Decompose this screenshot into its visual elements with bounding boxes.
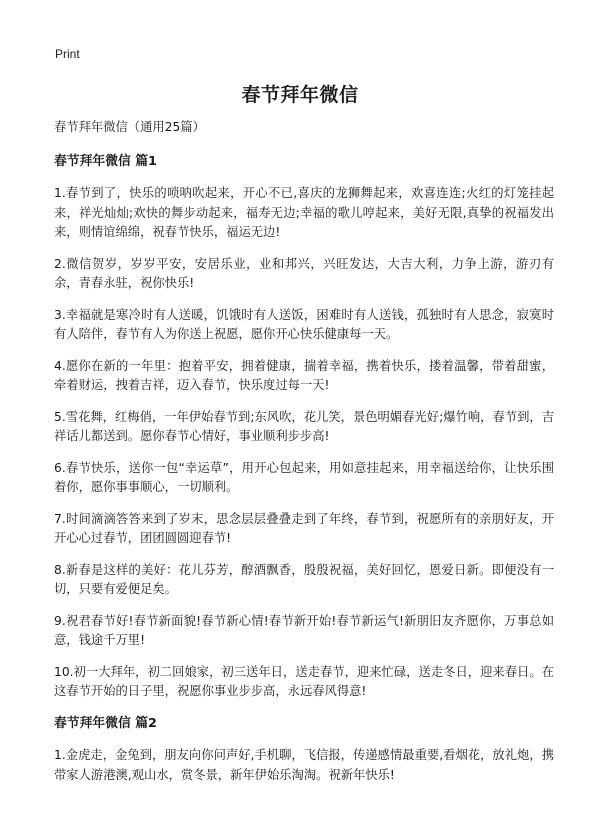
greeting-paragraph: 4.愿你在新的一年里：抱着平安，拥着健康，揣着幸福，携着快乐，搂着温馨，带着甜蜜，牵着财运，拽着吉祥，迈入春节，快乐度过每一天! xyxy=(54,358,554,392)
section-1 xyxy=(54,152,554,702)
greeting-paragraph: 6.春节快乐，送你一包“幸运草”，用开心包起来，用如意挂起来，用幸福送给你，让快乐围着你，愿你事事顺心，一切顺利。 xyxy=(54,460,554,494)
article-body xyxy=(54,118,554,797)
greeting-paragraph: 5.雪花舞，红梅俏，一年伊始春节到;东风吹，花儿笑，景色明媚春光好;爆竹响，春节到，吉祥话儿都送到。愿你春节心情好，事业顺利步步高! xyxy=(54,409,554,443)
page-title: 春节拜年微信 xyxy=(241,84,359,106)
greeting-paragraph: 9.祝君春节好!春节新面貌!春节新心情!春节新开始!春节新运气!新朋旧友齐愿你，万事总如意，钱途千万里! xyxy=(54,613,554,647)
print-link[interactable]: Print xyxy=(55,47,80,61)
greeting-paragraph: 2.微信贺岁，岁岁平安，安居乐业，业和邦兴，兴旺发达，大吉大利，力争上游，游刃有余，青春永驻，祝你快乐! xyxy=(54,256,554,290)
greeting-paragraph: 1.金虎走，金兔到，朋友向你问声好,手机聊，飞信报，传递感情最重要,看烟花，放礼炮，携带家人游港澳,观山水，赏冬景，新年伊始乐淘淘。祝新年快乐! xyxy=(54,748,554,782)
section-2 xyxy=(54,714,554,786)
section-heading: 春节拜年微信 篇1 xyxy=(54,153,157,169)
greeting-paragraph: 7.时间滴滴答答来到了岁末，思念层层叠叠走到了年终，春节到，祝愿所有的亲朋好友，开开心心过春节，团团圆圆迎春节! xyxy=(54,511,554,545)
greeting-paragraph: 10.初一大拜年，初二回娘家，初三送年日，送走春节，迎来忙碌，送走冬日，迎来春日。在这春节开始的日子里，祝愿你事业步步高，永远春风得意! xyxy=(54,664,554,698)
section-heading: 春节拜年微信 篇2 xyxy=(54,715,157,731)
greeting-paragraph: 8.新春是这样的美好：花儿芬芳，醇酒飘香，殷殷祝福，美好回忆，恩爱日新。即便没有一切，只要有爱便足矣。 xyxy=(54,562,554,596)
greeting-paragraph: 1.春节到了，快乐的唢呐吹起来，开心不已,喜庆的龙狮舞起来，欢喜连连;火红的灯笼挂起来，祥光灿灿;欢快的舞步动起来，福寿无边;幸福的歌儿哼起来，美好无限,真挚的祝福发出来，则情谊绵绵，祝春节快乐，福运无边! xyxy=(54,186,554,239)
greeting-paragraph: 3.幸福就是寒冷时有人送暖，饥饿时有人送饭，困难时有人送钱，孤独时有人思念，寂寞时有人陪伴，春节有人为你送上祝愿，愿你开心快乐健康每一天。 xyxy=(54,307,554,341)
article-subtitle: 春节拜年微信（通用25篇） xyxy=(54,120,205,134)
